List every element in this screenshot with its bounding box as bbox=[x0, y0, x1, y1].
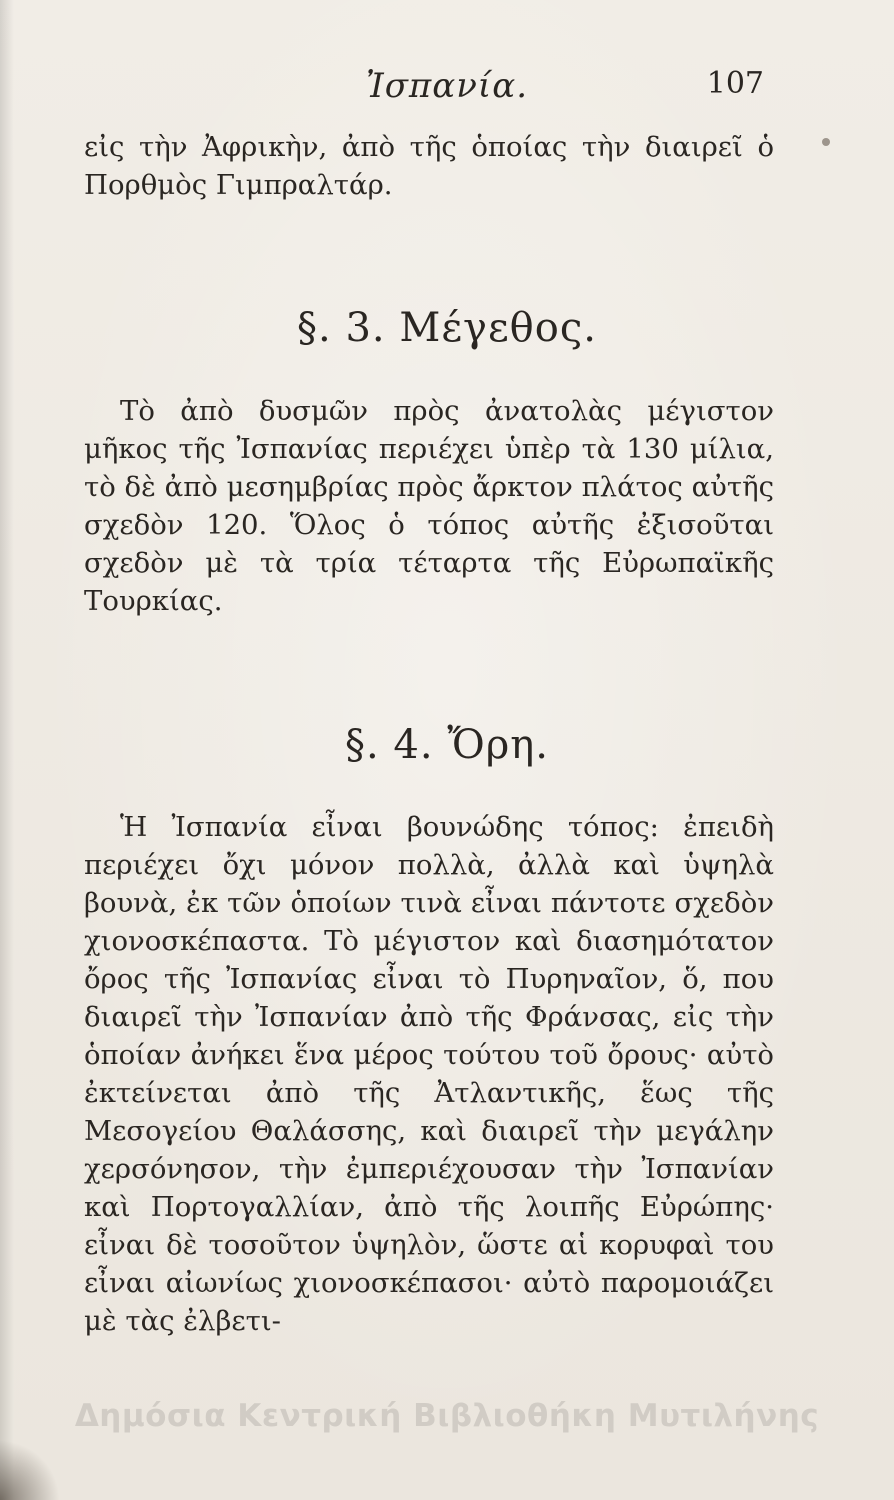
section-3-heading: §. 3. Μέγεθος. bbox=[297, 305, 597, 351]
running-header-title: Ἰσπανία. bbox=[366, 66, 528, 106]
section-4-heading: §. 4. Ὄρη. bbox=[345, 722, 549, 768]
ink-spot bbox=[822, 138, 830, 146]
intro-paragraph-block bbox=[84, 128, 774, 204]
section-3-paragraph: Τὸ ἀπὸ δυσμῶν πρὸς ἀνατολὰς μέγιστον μῆκος τῆς Ἰσπανίας περιέχει ὑπὲρ τὰ 130 μίλια, τὸ δὲ ἀπὸ μεσημβρίας πρὸς ἄρκτον πλάτος αὐτῆς σχεδὸν 120. Ὅλος ὁ τόπος αὐτῆς ἐξισοῦται σχεδὸν μὲ τὰ τρία τέταρτα τῆς Εὐρωπαϊκῆς Τουρκίας. bbox=[84, 395, 774, 617]
intro-paragraph: εἰς τὴν Ἀφρικὴν, ἀπὸ τῆς ὁποίας τὴν διαιρεῖ ὁ Πορθμὸς Γιμπραλτάρ. bbox=[84, 131, 774, 201]
section-4-body-block bbox=[84, 808, 774, 1340]
library-watermark: Δημόσια Κεντρική Βιβλιοθήκη Μυτιλήνης bbox=[74, 1398, 820, 1434]
corner-shadow bbox=[0, 1440, 60, 1500]
page-number: 107 bbox=[706, 66, 764, 101]
section-4-paragraph: Ἡ Ἰσπανία εἶναι βουνώδης τόπος: ἐπειδὴ περιέχει ὄχι μόνον πολλὰ, ἀλλὰ καὶ ὑψηλὰ βουνὰ, ἐκ τῶν ὁποίων τινὰ εἶναι πάντοτε σχεδὸν χιονοσκέπαστα. Τὸ μέγιστον καὶ διασημότατον ὄρος τῆς Ἰσπανίας εἶναι τὸ Πυρηναῖον, ὅ, που διαιρεῖ τὴν Ἰσπανίαν ἀπὸ τῆς Φράνσας, εἰς τὴν ὁποίαν ἀνήκει ἕνα μέρος τούτου τοῦ ὄρους· αὐτὸ ἐκτείνεται ἀπὸ τῆς Ἀτλαντικῆς, ἕως τῆς Μεσογείου Θαλάσσης, καὶ διαιρεῖ τὴν μεγάλην χερσόνησον, τὴν ἐμπεριέχουσαν τὴν Ἰσπανίαν καὶ Πορτογαλλίαν, ἀπὸ τῆς λοιπῆς Εὐρώπης· εἶναι δὲ τοσοῦτον ὑψηλὸν, ὥστε αἱ κορυφαὶ του εἶναι αἰωνίως χιονοσκέπασοι· αὐτὸ παρομοιάζει μὲ τὰς ἐλβετι- bbox=[84, 811, 774, 1337]
section-3-body-block bbox=[84, 392, 774, 620]
